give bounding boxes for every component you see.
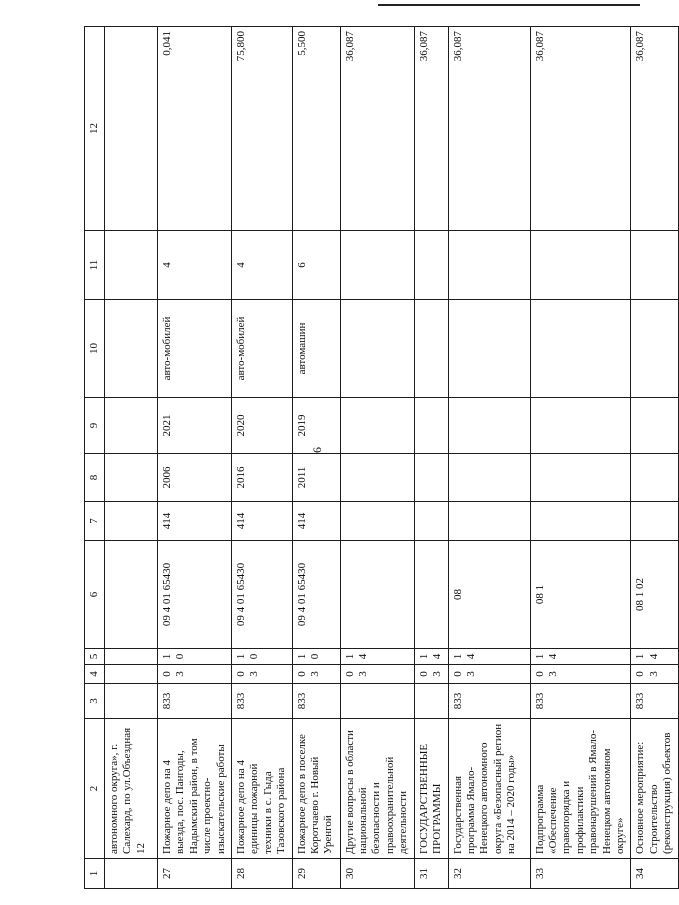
cell-col-5: 14 [414, 649, 448, 665]
cell-col-11 [414, 231, 448, 300]
cell-col-5: 14 [448, 649, 530, 665]
header-cell: 8 [85, 454, 105, 502]
cell-col-4 [105, 665, 158, 684]
cell-col-7: 414 [292, 502, 340, 541]
cell-col-11 [105, 231, 158, 300]
row-number-cell: 32 [448, 859, 530, 889]
cell-col-6 [105, 541, 158, 649]
cell-col-8: 2011 [292, 454, 340, 502]
cell-col-11 [340, 231, 414, 300]
cell-col-10: автомашин [292, 300, 340, 398]
cell-col-12: 36,087 [631, 27, 678, 231]
budget-table [84, 26, 679, 889]
cell-col-9 [631, 398, 678, 454]
cell-col-7 [105, 502, 158, 541]
table-row [448, 27, 530, 889]
cell-col-4: 03 [448, 665, 530, 684]
cell-col-6: 09 4 01 65430 [158, 541, 232, 649]
cell-col-7 [530, 502, 631, 541]
table-row [232, 27, 293, 889]
cell-col-11: 4 [232, 231, 293, 300]
row-name-cell: ГОСУДАРСТВЕННЫЕ ПРОГРАММЫ [414, 719, 448, 859]
cell-col-3: 833 [530, 684, 631, 719]
cell-col-12: 36,087 [448, 27, 530, 231]
table-row [530, 27, 631, 889]
cell-col-12: 0,041 [158, 27, 232, 231]
rotated-table-container [84, 27, 674, 889]
row-name-cell: Государственная программа Ямало-Ненецкого автономного округа «Безопасный регион на 2014 – 2020 годы» [448, 719, 530, 859]
header-cell: 1 [85, 859, 105, 889]
header-cell: 5 [85, 649, 105, 665]
cell-col-12 [105, 27, 158, 231]
cell-col-3: 833 [232, 684, 293, 719]
table-row [158, 27, 232, 889]
cell-col-10 [448, 300, 530, 398]
cell-col-10 [340, 300, 414, 398]
top-rule [378, 4, 640, 6]
cell-col-9 [340, 398, 414, 454]
cell-col-7: 414 [158, 502, 232, 541]
cell-col-3: 833 [158, 684, 232, 719]
cell-col-6: 08 [448, 541, 530, 649]
cell-col-7: 414 [232, 502, 293, 541]
cell-col-6: 09 4 01 65430 [232, 541, 293, 649]
cell-col-9: 2019 [292, 398, 340, 454]
cell-col-5: 14 [631, 649, 678, 665]
cell-col-8 [340, 454, 414, 502]
cell-col-6 [340, 541, 414, 649]
cell-col-6: 08 1 02 [631, 541, 678, 649]
cell-col-7 [340, 502, 414, 541]
row-number-cell: 34 [631, 859, 678, 889]
cell-col-3: 833 [292, 684, 340, 719]
cell-col-11: 6 [292, 231, 340, 300]
row-name-cell: Пожарное депо на 4 выезда, пос. Пангоды, Надымский район, в том числе проектно-изыскательские работы [158, 719, 232, 859]
header-cell: 7 [85, 502, 105, 541]
cell-col-7 [631, 502, 678, 541]
cell-col-11 [448, 231, 530, 300]
cell-col-4: 03 [292, 665, 340, 684]
cell-col-8: 2006 [158, 454, 232, 502]
table-row [292, 27, 340, 889]
cell-col-9 [448, 398, 530, 454]
cell-col-6 [414, 541, 448, 649]
row-name-cell: Другие вопросы в области национальной безопасности и правоохранительной деятельности [340, 719, 414, 859]
row-number-cell: 28 [232, 859, 293, 889]
cell-col-6: 09 4 01 65430 [292, 541, 340, 649]
row-name-cell: Пожарное депо в поселке Коротчаево г. Новый Уренгой [292, 719, 340, 859]
row-number-cell [105, 859, 158, 889]
cell-col-11 [530, 231, 631, 300]
cell-col-3 [105, 684, 158, 719]
cell-col-8: 2016 [232, 454, 293, 502]
row-name-cell: автономного округа», г. Салехард, по ул.Объездная 12 [105, 719, 158, 859]
cell-col-6: 08 1 [530, 541, 631, 649]
table-row [631, 27, 678, 889]
cell-col-10: авто-мобилей [232, 300, 293, 398]
cell-col-8 [631, 454, 678, 502]
row-number-cell: 27 [158, 859, 232, 889]
cell-col-5: 14 [340, 649, 414, 665]
header-cell: 9 [85, 398, 105, 454]
row-number-cell: 33 [530, 859, 631, 889]
cell-col-12: 5,500 [292, 27, 340, 231]
cell-col-12: 36,087 [414, 27, 448, 231]
cell-col-12: 36,087 [530, 27, 631, 231]
row-number-cell: 29 [292, 859, 340, 889]
cell-col-10 [530, 300, 631, 398]
cell-col-8 [105, 454, 158, 502]
cell-col-10 [105, 300, 158, 398]
header-cell: 12 [85, 27, 105, 231]
cell-col-5: 10 [292, 649, 340, 665]
cell-col-7 [448, 502, 530, 541]
cell-col-8 [530, 454, 631, 502]
header-cell: 10 [85, 300, 105, 398]
cell-col-10 [414, 300, 448, 398]
cell-col-10: авто-мобилей [158, 300, 232, 398]
cell-col-9: 2021 [158, 398, 232, 454]
cell-col-4: 03 [340, 665, 414, 684]
cell-col-9: 2020 [232, 398, 293, 454]
cell-col-12: 36,087 [340, 27, 414, 231]
header-cell: 4 [85, 665, 105, 684]
cell-col-8 [414, 454, 448, 502]
cell-col-4: 03 [232, 665, 293, 684]
cell-col-4: 03 [158, 665, 232, 684]
row-number-cell: 30 [340, 859, 414, 889]
header-cell: 6 [85, 541, 105, 649]
cell-col-4: 03 [414, 665, 448, 684]
cell-col-12: 75,800 [232, 27, 293, 231]
cell-col-3 [340, 684, 414, 719]
cell-col-3: 833 [448, 684, 530, 719]
cell-col-11 [631, 231, 678, 300]
page-number: 6 [310, 447, 324, 453]
cell-col-10 [631, 300, 678, 398]
header-row [85, 27, 105, 889]
row-name-cell: Основное мероприятие: Строительство (реконструкция) объектов [631, 719, 678, 859]
table-row [340, 27, 414, 889]
cell-col-5: 14 [530, 649, 631, 665]
table-row [414, 27, 448, 889]
cell-col-7 [414, 502, 448, 541]
cell-col-5: 10 [158, 649, 232, 665]
cell-col-4: 03 [631, 665, 678, 684]
table-row [105, 27, 158, 889]
row-name-cell: Пожарное депо на 4 единицы пожарной техники в с. Гыда Тазовского района [232, 719, 293, 859]
cell-col-5 [105, 649, 158, 665]
cell-col-5: 10 [232, 649, 293, 665]
header-cell: 2 [85, 719, 105, 859]
cell-col-3 [414, 684, 448, 719]
header-cell: 11 [85, 231, 105, 300]
cell-col-9 [530, 398, 631, 454]
row-number-cell: 31 [414, 859, 448, 889]
cell-col-9 [105, 398, 158, 454]
cell-col-3: 833 [631, 684, 678, 719]
cell-col-9 [414, 398, 448, 454]
header-cell: 3 [85, 684, 105, 719]
row-name-cell: Подпрограмма «Обеспечение правопорядка и профилактики правонарушений в Ямало-Ненецком автономном округе» [530, 719, 631, 859]
cell-col-8 [448, 454, 530, 502]
cell-col-4: 03 [530, 665, 631, 684]
cell-col-11: 4 [158, 231, 232, 300]
